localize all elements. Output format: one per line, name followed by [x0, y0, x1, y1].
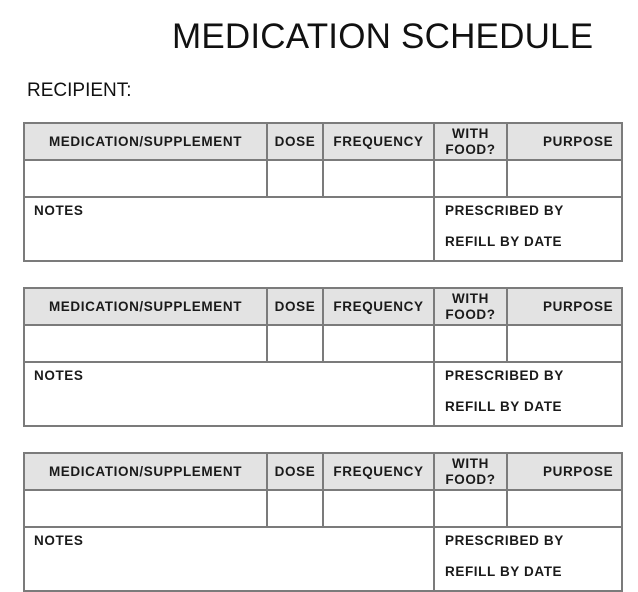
header-with-food-line1: WITH: [452, 290, 489, 306]
column-divider: [433, 526, 435, 590]
header-frequency: FREQUENCY: [333, 133, 424, 149]
header-medication: MEDICATION/SUPPLEMENT: [48, 463, 243, 479]
medication-card-3: [23, 452, 623, 592]
prescribed-by-label: PRESCRIBED BY: [445, 368, 564, 383]
column-divider: [433, 196, 435, 260]
header-with-food-line2: FOOD?: [445, 306, 496, 322]
column-divider: [433, 361, 435, 425]
notes-label: NOTES: [34, 533, 84, 548]
header-with-food-line2: FOOD?: [445, 471, 496, 487]
header-dose: DOSE: [274, 298, 316, 314]
prescribed-by-label: PRESCRIBED BY: [445, 533, 564, 548]
header-with-food-line2: FOOD?: [445, 141, 496, 157]
notes-label: NOTES: [34, 368, 84, 383]
recipient-label: RECIPIENT:: [27, 80, 132, 101]
header-purpose: PURPOSE: [543, 133, 614, 149]
header-with-food-line1: WITH: [452, 125, 489, 141]
header-frequency: FREQUENCY: [333, 298, 424, 314]
header-with-food: [435, 454, 506, 489]
header-with-food-line1: WITH: [452, 455, 489, 471]
header-purpose: PURPOSE: [543, 463, 614, 479]
medication-card-1: [23, 122, 623, 262]
page-title: MEDICATION SCHEDULE: [172, 17, 594, 56]
header-medication: MEDICATION/SUPPLEMENT: [48, 133, 243, 149]
refill-by-date-label: REFILL BY DATE: [445, 564, 563, 579]
header-dose: DOSE: [274, 463, 316, 479]
header-dose: DOSE: [274, 133, 316, 149]
refill-by-date-label: REFILL BY DATE: [445, 234, 563, 249]
refill-by-date-label: REFILL BY DATE: [445, 399, 563, 414]
header-with-food: [435, 124, 506, 159]
header-with-food: [435, 289, 506, 324]
header-purpose: PURPOSE: [543, 298, 614, 314]
notes-label: NOTES: [34, 203, 84, 218]
header-medication: MEDICATION/SUPPLEMENT: [48, 298, 243, 314]
header-frequency: FREQUENCY: [333, 463, 424, 479]
medication-card-2: [23, 287, 623, 427]
prescribed-by-label: PRESCRIBED BY: [445, 203, 564, 218]
